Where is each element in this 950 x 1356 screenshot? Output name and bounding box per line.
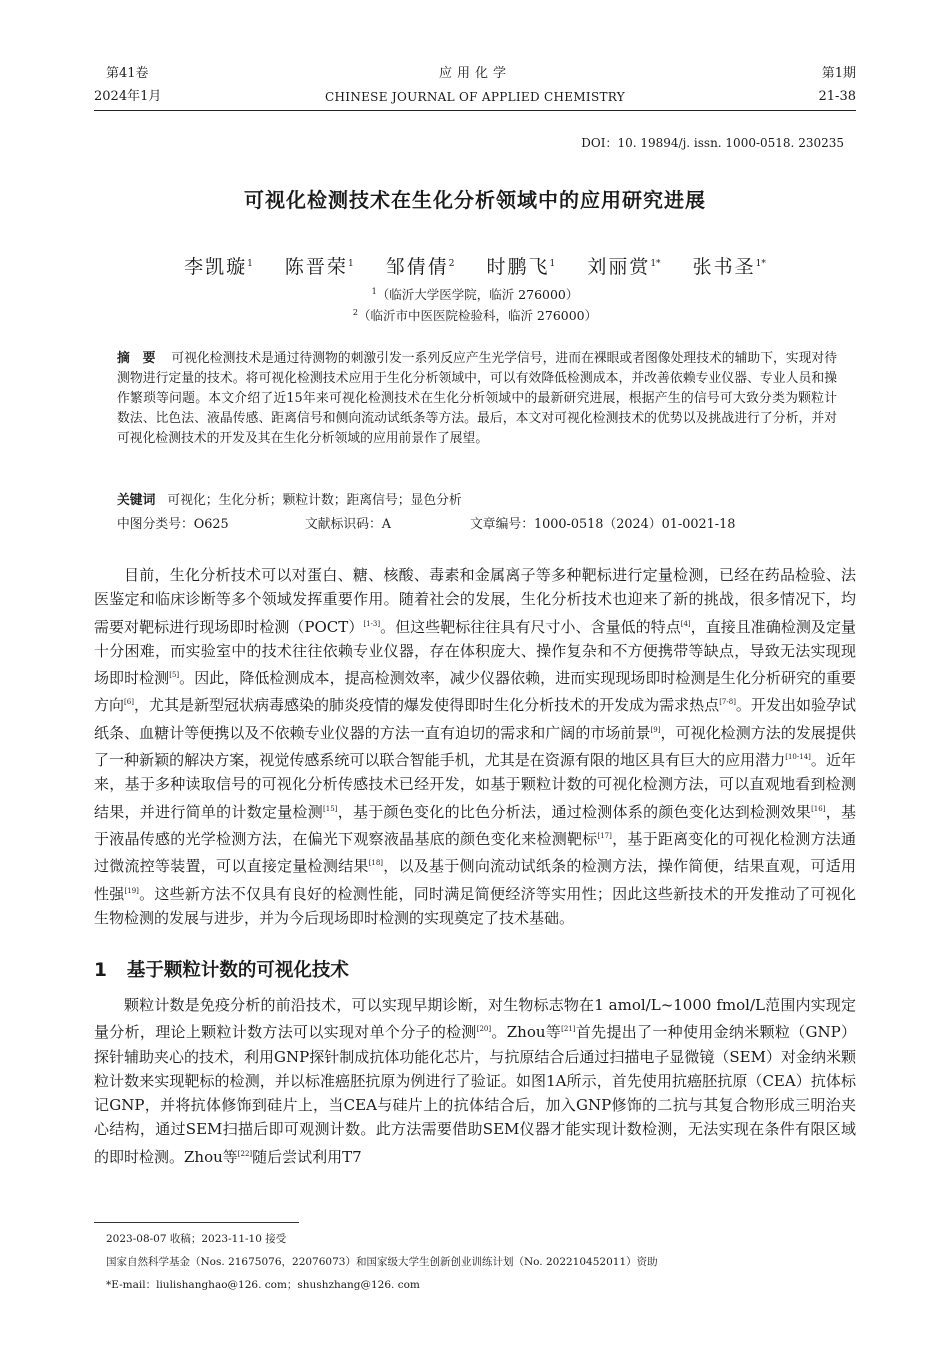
citation: [22] [237, 1149, 253, 1158]
keywords-text: 可视化；生化分析；颗粒计数；距离信号；显色分析 [167, 493, 462, 508]
journal-name-en: CHINESE JOURNAL OF APPLIED CHEMISTRY [325, 90, 625, 104]
running-header-center [300, 66, 650, 105]
author: 邹倩倩$^2$ [385, 256, 455, 278]
issue-date: 2024年1月 [94, 89, 162, 104]
author-list [0, 252, 950, 279]
author: 刘丽赏$^{1*}$ [587, 256, 661, 278]
citation: [21] [561, 1025, 576, 1034]
received-date-footnote: 2023-08-07 收稿；2023-11-10 接受 [106, 1233, 287, 1245]
running-header-right [736, 66, 856, 112]
citation: [18] [368, 859, 384, 868]
keywords-label: 关键词 [117, 493, 156, 508]
clc-number: 中图分类号：O625 [117, 517, 229, 532]
citation: [4] [680, 619, 691, 628]
section-title: 基于颗粒计数的可视化技术 [126, 960, 349, 981]
section-number: 1 [94, 960, 107, 981]
citation: [16] [811, 804, 826, 813]
citation: [17] [597, 831, 612, 840]
section-1-body [94, 993, 856, 1169]
author: 时鹏飞$^1$ [486, 256, 556, 278]
citation: [10-14] [785, 753, 811, 762]
citation: [5] [169, 671, 180, 680]
document-code: 文献标识码：A [305, 517, 392, 532]
citation: [1-3] [363, 619, 381, 628]
citation: [6] [124, 698, 134, 707]
journal-name-cn: 应用化学 [438, 66, 511, 81]
citation: [15] [323, 804, 338, 813]
volume-label: 第41卷 [106, 66, 149, 81]
article-title: 可视化检测技术在生化分析领域中的应用研究进展 [244, 188, 706, 212]
citation: [7-8] [719, 698, 736, 707]
section-heading [94, 956, 349, 982]
author: 张书圣$^{1*}$ [692, 256, 766, 278]
citation: [9] [650, 725, 661, 734]
keywords [117, 489, 837, 508]
funding-footnote: 国家自然科学基金（Nos. 21675076，22076073）和国家级大学生创新创业训练计划（No. 202210452011）资助 [106, 1256, 658, 1268]
citation: [19] [124, 886, 139, 895]
citation: [20] [476, 1025, 492, 1034]
abstract-text: 可视化检测技术是通过待测物的刺激引发一系列反应产生光学信号，进而在裸眼或者图像处理技术的辅助下，实现对待测物进行定量的技术。将可视化检测技术应用于生化分析领域中，可以有效降低检测成本，并改善依赖专业仪器、专业人员和操作繁琐等问题。本文介绍了近15年来可视化检测技术在生化分析领域中的最新研究进展，根据产生的信号可大致分类为颗粒计数法、比色法、液晶传感、距离信号和侧向流动试纸条等方法。最后，本文对可视化检测技术的优势以及挑战进行了分析，并对可视化检测技术的开发及其在生化分析领域的应用前景作了展望。 [117, 351, 838, 446]
running-header-left [94, 66, 214, 112]
affiliation: $^2$（临沂市中医医院检验科，临沂 276000） [352, 308, 598, 323]
author: 陈晋荣$^1$ [284, 256, 354, 278]
abstract-label: 摘 要 [117, 351, 156, 366]
author: 李凯璇$^1$ [184, 256, 253, 278]
doi: DOI：10. 19894/j. issn. 1000-0518. 230235 [581, 136, 844, 150]
intro-section [94, 563, 856, 930]
affiliation: $^1$（临沂大学医学院，临沂 276000） [371, 287, 579, 302]
page-range: 21-38 [818, 89, 856, 104]
issue-number: 第1期 [821, 66, 856, 81]
article-number: 文章编号：1000-0518（2024）01-0021-18 [470, 517, 736, 532]
abstract [117, 349, 837, 449]
header-rule [94, 110, 856, 111]
intro-paragraph: 目前，生化分析技术可以对蛋白、糖、核酸、毒素和金属离子等多种靶标进行定量检测，已经在药品检验、法医鉴定和临床诊断等多个领域发挥重要作用。随着社会的发展，生化分析技术也迎来了新的挑战，很多情况下，均需要对靶标进行现场即时检测（POCT）[1-3]。但这些靶标往往具有尺寸小、含量低的特点[4]，直接且准确检测及定量十分困难，而实验室中的技术往往依赖专业仪器，存在体积庞大、操作复杂和不方便携带等缺点，导致无法实现现场即时检测[5]。因此，降低检测成本，提高检测效率，减少仪器依赖，进而实现现场即时检测是生化分析研究的重要方向[6]，尤其是新型冠状病毒感染的肺炎疫情的爆发使得即时生化分析技术的开发成为需求热点[7-8]。开发出如验孕试纸条、血糖计等便携以及不依赖专业仪器的方法一直有迫切的需求和广阔的市场前景[9]，可视化检测方法的发展提供了一种新颖的解决方案，视觉传感系统可以联合智能手机，尤其是在资源有限的地区具有巨大的应用潜力[10-14]。近年来，基于多种读取信号的可视化分析传感技术已经开发，如基于颗粒计数的可视化检测方法，可以直观地看到检测结果，并进行简单的计数定量检测[15]，基于颜色变化的比色分析法，通过检测体系的颜色变化达到检测效果[16]，基于液晶传感的光学检测方法，在偏光下观察液晶基底的颜色变化来检测靶标[17]，基于距离变化的可视化检测方法通过微流控等装置，可以直接定量检测结果[18]，以及基于侧向流动试纸条的检测方法，操作简便，结果直观，可适用性强[19]。这些新方法不仅具有良好的检测性能，同时满足简便经济等实用性；因此这些新技术的开发推动了可视化生物检测的发展与进步，并为今后现场即时检测的实现奠定了技术基础。 [94, 566, 856, 927]
footnote-rule [94, 1222, 299, 1223]
email-footnote: *E-mail：liulishanghao@126. com；shushzhang@126. com [106, 1279, 420, 1291]
section-1-paragraph: 颗粒计数是免疫分析的前沿技术，可以实现早期诊断，对生物标志物在1 amol/L~1000 fmol/L范围内实现定量分析，理论上颗粒计数方法可以实现对单个分子的检测[20]。Zhou等[21]首先提出了一种使用金纳米颗粒（GNP）探针辅助夹心的技术，利用GNP探针制成抗体功能化芯片，与抗原结合后通过扫描电子显微镜（SEM）对金纳米颗粒计数来实现靶标的检测，并以标准癌胚抗原为例进行了验证。如图1A所示，首先使用抗癌胚抗原（CEA）抗体标记GNP，并将抗体修饰到硅片上，当CEA与硅片上的抗体结合后，加入GNP修饰的二抗与其复合物形成三明治夹心结构，通过SEM扫描后即可观测计数。此方法需要借助SEM仪器才能实现计数检测，无法实现在条件有限区域的即时检测。Zhou等[22]随后尝试利用T7 [94, 996, 856, 1166]
